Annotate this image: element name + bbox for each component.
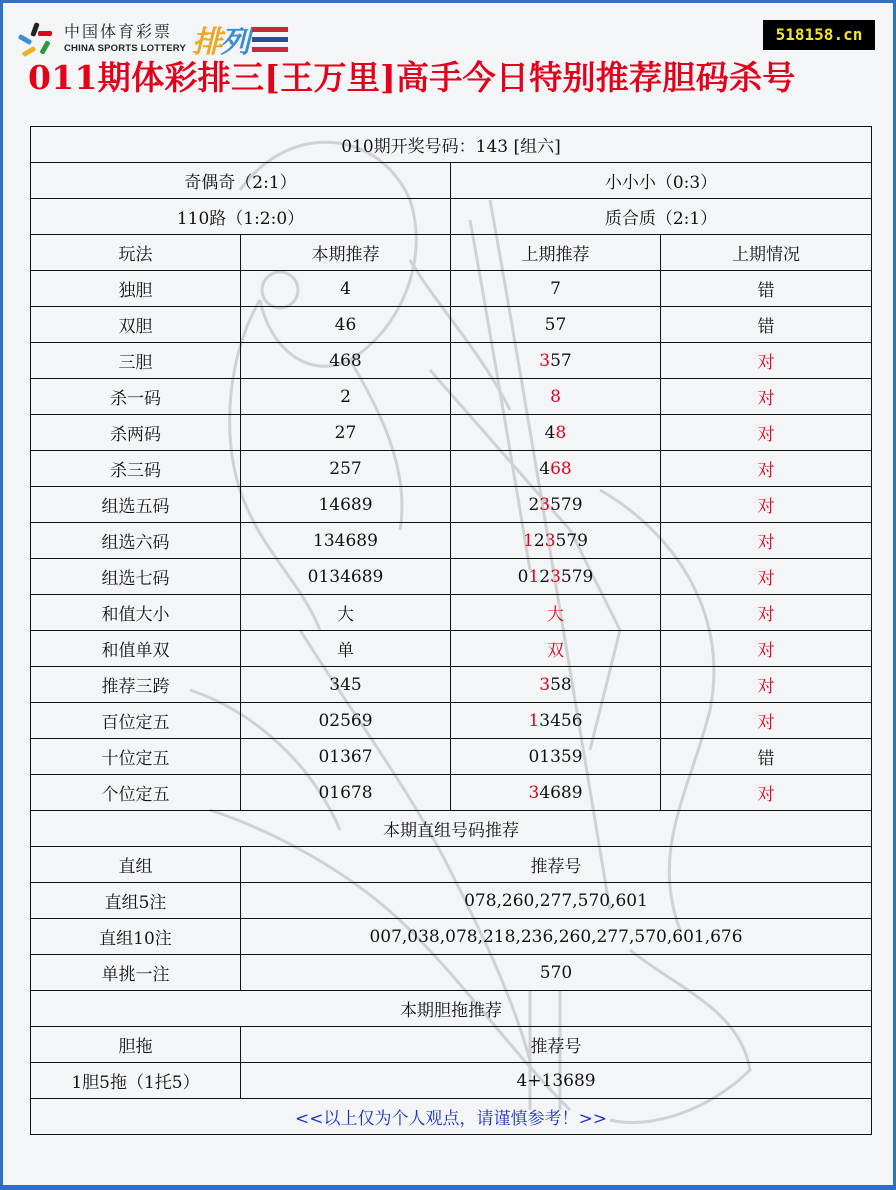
site-badge[interactable]: 518158.cn [763,20,875,50]
last-recommendation [451,415,661,451]
direct-label: 直组5注 [31,883,241,919]
miss-digits: 7 [550,278,561,299]
drag-header-value: 推荐号 [241,1027,872,1063]
disclaimer-text: <<以上仅为个人观点，请谨慎参考！>> [31,1099,872,1135]
last-result: 对 [661,595,872,631]
table-row [31,739,872,775]
miss-digits: 579 [555,530,588,551]
hit-digits: 68 [550,458,572,479]
hit-digits: 3 [544,530,556,551]
logo-char-pai: 排 [192,25,221,60]
play-type: 推荐三跨 [31,667,241,703]
hit-digits: 1 [523,530,534,551]
hit-digits: 3 [528,782,540,803]
current-recommendation: 14689 [241,487,451,523]
table-row [31,523,872,559]
logo-char-lie: 列 [220,25,249,60]
direct-header-row [31,847,872,883]
summary-row-1 [31,163,872,199]
drag-section-title-row [31,991,872,1027]
header-last: 上期推荐 [451,235,661,271]
last-result: 对 [661,487,872,523]
hit-digits: 双 [547,641,564,661]
table-row [31,271,872,307]
current-recommendation: 27 [241,415,451,451]
miss-digits: 4689 [539,782,583,803]
last-result: 对 [661,415,872,451]
hit-digits: 8 [550,386,561,407]
last-recommendation [451,631,661,667]
table-row [31,379,872,415]
prime-composite-ratio: 质合质（2:1） [451,199,872,235]
last-result: 对 [661,523,872,559]
header-result: 上期情况 [661,235,872,271]
last-recommendation [451,595,661,631]
last-draw-row [31,127,872,163]
current-recommendation: 134689 [241,523,451,559]
table-header-row [31,235,872,271]
direct-label: 单挑一注 [31,955,241,991]
table-row [31,955,872,991]
last-recommendation [451,307,661,343]
miss-digits: 01359 [528,746,583,767]
road-ratio: 110路（1:2:0） [31,199,451,235]
last-recommendation [451,667,661,703]
current-recommendation: 02569 [241,703,451,739]
logo-chinese-text: 中国体育彩票 [64,22,173,42]
hit-digits: 1 [528,710,540,731]
table-row [31,415,872,451]
hit-digits: 3 [539,674,551,695]
direct-value: 078,260,277,570,601 [241,883,872,919]
play-type: 十位定五 [31,739,241,775]
table-row [31,703,872,739]
direct-header-value: 推荐号 [241,847,872,883]
direct-label: 直组10注 [31,919,241,955]
last-recommendation [451,379,661,415]
last-result: 对 [661,631,872,667]
direct-header-label: 直组 [31,847,241,883]
table-row [31,487,872,523]
table-row [31,307,872,343]
miss-digits: 3456 [539,710,583,731]
table-row [31,631,872,667]
table-row [31,559,872,595]
miss-digits: 2 [533,530,545,551]
last-result: 对 [661,559,872,595]
hit-digits: 8 [555,422,567,443]
last-recommendation [451,343,661,379]
hit-digits: 1 [528,566,540,587]
drag-value: 4+13689 [241,1063,872,1099]
odd-even-ratio: 奇偶奇（2:1） [31,163,451,199]
table-row [31,1063,872,1099]
miss-digits: 579 [550,494,583,515]
hit-digits: 3 [550,566,561,587]
last-recommendation [451,703,661,739]
direct-value: 007,038,078,218,236,260,277,570,601,676 [241,919,872,955]
logo-english-text: CHINA SPORTS LOTTERY [64,43,187,55]
last-result: 错 [661,307,872,343]
current-recommendation: 01367 [241,739,451,775]
summary-row-2 [31,199,872,235]
big-small-ratio: 小小小（0:3） [451,163,872,199]
play-type: 组选七码 [31,559,241,595]
last-recommendation [451,487,661,523]
miss-digits: 2 [528,494,540,515]
play-type: 三胆 [31,343,241,379]
play-type: 个位定五 [31,775,241,811]
pailie3-logo [192,17,288,61]
play-type: 杀三码 [31,451,241,487]
table-row [31,595,872,631]
current-recommendation: 4 [241,271,451,307]
hit-digits: 大 [547,605,564,625]
last-recommendation [451,451,661,487]
direct-section-title: 本期直组号码推荐 [31,811,872,847]
last-result: 对 [661,775,872,811]
play-type: 杀两码 [31,415,241,451]
current-recommendation: 单 [241,631,451,667]
miss-digits: 57 [550,350,572,371]
logo-three-bars-icon [252,27,288,52]
current-recommendation: 257 [241,451,451,487]
last-result: 错 [661,739,872,775]
current-recommendation: 01678 [241,775,451,811]
china-sports-lottery-logo [18,18,288,60]
table-row [31,343,872,379]
table-row [31,667,872,703]
current-recommendation: 468 [241,343,451,379]
last-recommendation [451,739,661,775]
drag-label: 1胆5拖（1托5） [31,1063,241,1099]
miss-digits: 0 [517,566,529,587]
table-row [31,919,872,955]
last-result: 对 [661,667,872,703]
last-recommendation [451,559,661,595]
miss-digits: 58 [550,674,572,695]
hit-digits: 3 [539,350,551,371]
miss-digits: 2 [539,566,551,587]
miss-digits: 4 [539,458,551,479]
last-result: 对 [661,703,872,739]
play-type: 杀一码 [31,379,241,415]
direct-section-title-row [31,811,872,847]
table-row [31,775,872,811]
hit-digits: 3 [539,494,551,515]
recommendation-table [30,126,872,1135]
last-recommendation [451,775,661,811]
play-type: 和值单双 [31,631,241,667]
last-result: 错 [661,271,872,307]
direct-value: 570 [241,955,872,991]
last-result: 对 [661,343,872,379]
play-type: 组选六码 [31,523,241,559]
last-result: 对 [661,451,872,487]
header-play: 玩法 [31,235,241,271]
current-recommendation: 0134689 [241,559,451,595]
last-result: 对 [661,379,872,415]
miss-digits: 57 [544,314,567,335]
play-type: 组选五码 [31,487,241,523]
play-type: 和值大小 [31,595,241,631]
miss-digits: 579 [560,566,594,587]
table-row [31,451,872,487]
disclaimer-row [31,1099,872,1135]
current-recommendation: 2 [241,379,451,415]
current-recommendation: 46 [241,307,451,343]
last-recommendation [451,271,661,307]
drag-header-label: 胆拖 [31,1027,241,1063]
lottery-star-icon [18,19,58,59]
drag-section-title: 本期胆拖推荐 [31,991,872,1027]
play-type: 双胆 [31,307,241,343]
current-recommendation: 大 [241,595,451,631]
current-recommendation: 345 [241,667,451,703]
last-recommendation [451,523,661,559]
last-draw-result: 010期开奖号码：143 [组六] [31,127,872,163]
play-type: 百位定五 [31,703,241,739]
page-title: 011期体彩排三[王万里]高手今日特别推荐胆码杀号 [28,58,796,97]
miss-digits: 4 [544,422,556,443]
drag-header-row [31,1027,872,1063]
header-current: 本期推荐 [241,235,451,271]
table-row [31,883,872,919]
play-type: 独胆 [31,271,241,307]
